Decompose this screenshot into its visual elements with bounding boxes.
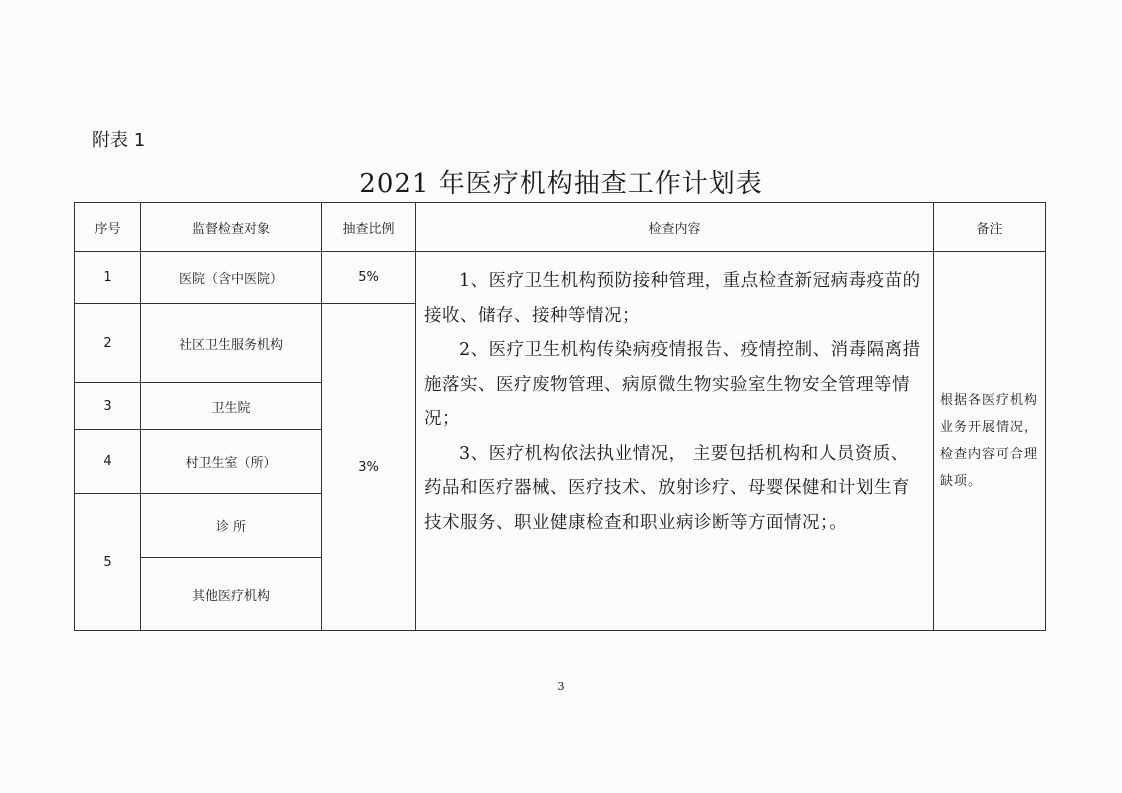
inspection-plan-table [74,202,1046,631]
attachment-label: 附表 1 [92,130,146,151]
row-target: 社区卫生服务机构 [141,304,322,383]
content-item-2: 2、医疗卫生机构传染病疫情报告、疫情控制、消毒隔离措施落实、医疗废物管理、病原微生物实验室生物安全管理等情况； [424,340,921,429]
header-content: 检查内容 [416,203,934,252]
row-target: 诊 所 [141,494,322,558]
row-no: 2 [75,304,141,383]
table-row [75,252,1046,304]
row-target: 其他医疗机构 [141,558,322,631]
inspection-content-cell [416,252,934,631]
table-header-row [75,203,1046,252]
header-ratio: 抽查比例 [322,203,416,252]
header-note: 备注 [934,203,1046,252]
page-title: 2021 年医疗机构抽查工作计划表 [359,169,763,199]
row-target: 医院（含中医院） [141,252,322,304]
row-target: 卫生院 [141,383,322,430]
content-item-3: 3、医疗机构依法执业情况， 主要包括机构和人员资质、药品和医疗器械、医疗技术、放射诊疗、母婴保健和计划生育技术服务、职业健康检查和职业病诊断等方面情况；。 [424,443,910,533]
row-ratio: 3% [322,304,416,631]
row-no: 4 [75,430,141,494]
header-target: 监督检查对象 [141,203,322,252]
row-no: 5 [75,494,141,631]
row-ratio: 5% [322,252,416,304]
note-cell: 根据各医疗机构业务开展情况，检查内容可合理缺项。 [934,252,1046,631]
row-target: 村卫生室（所） [141,430,322,494]
row-no: 3 [75,383,141,430]
content-item-1: 1、医疗卫生机构预防接种管理，重点检查新冠病毒疫苗的接收、储存、接种等情况； [424,271,921,326]
page-number: 3 [557,680,565,693]
header-no: 序号 [75,203,141,252]
row-no: 1 [75,252,141,304]
